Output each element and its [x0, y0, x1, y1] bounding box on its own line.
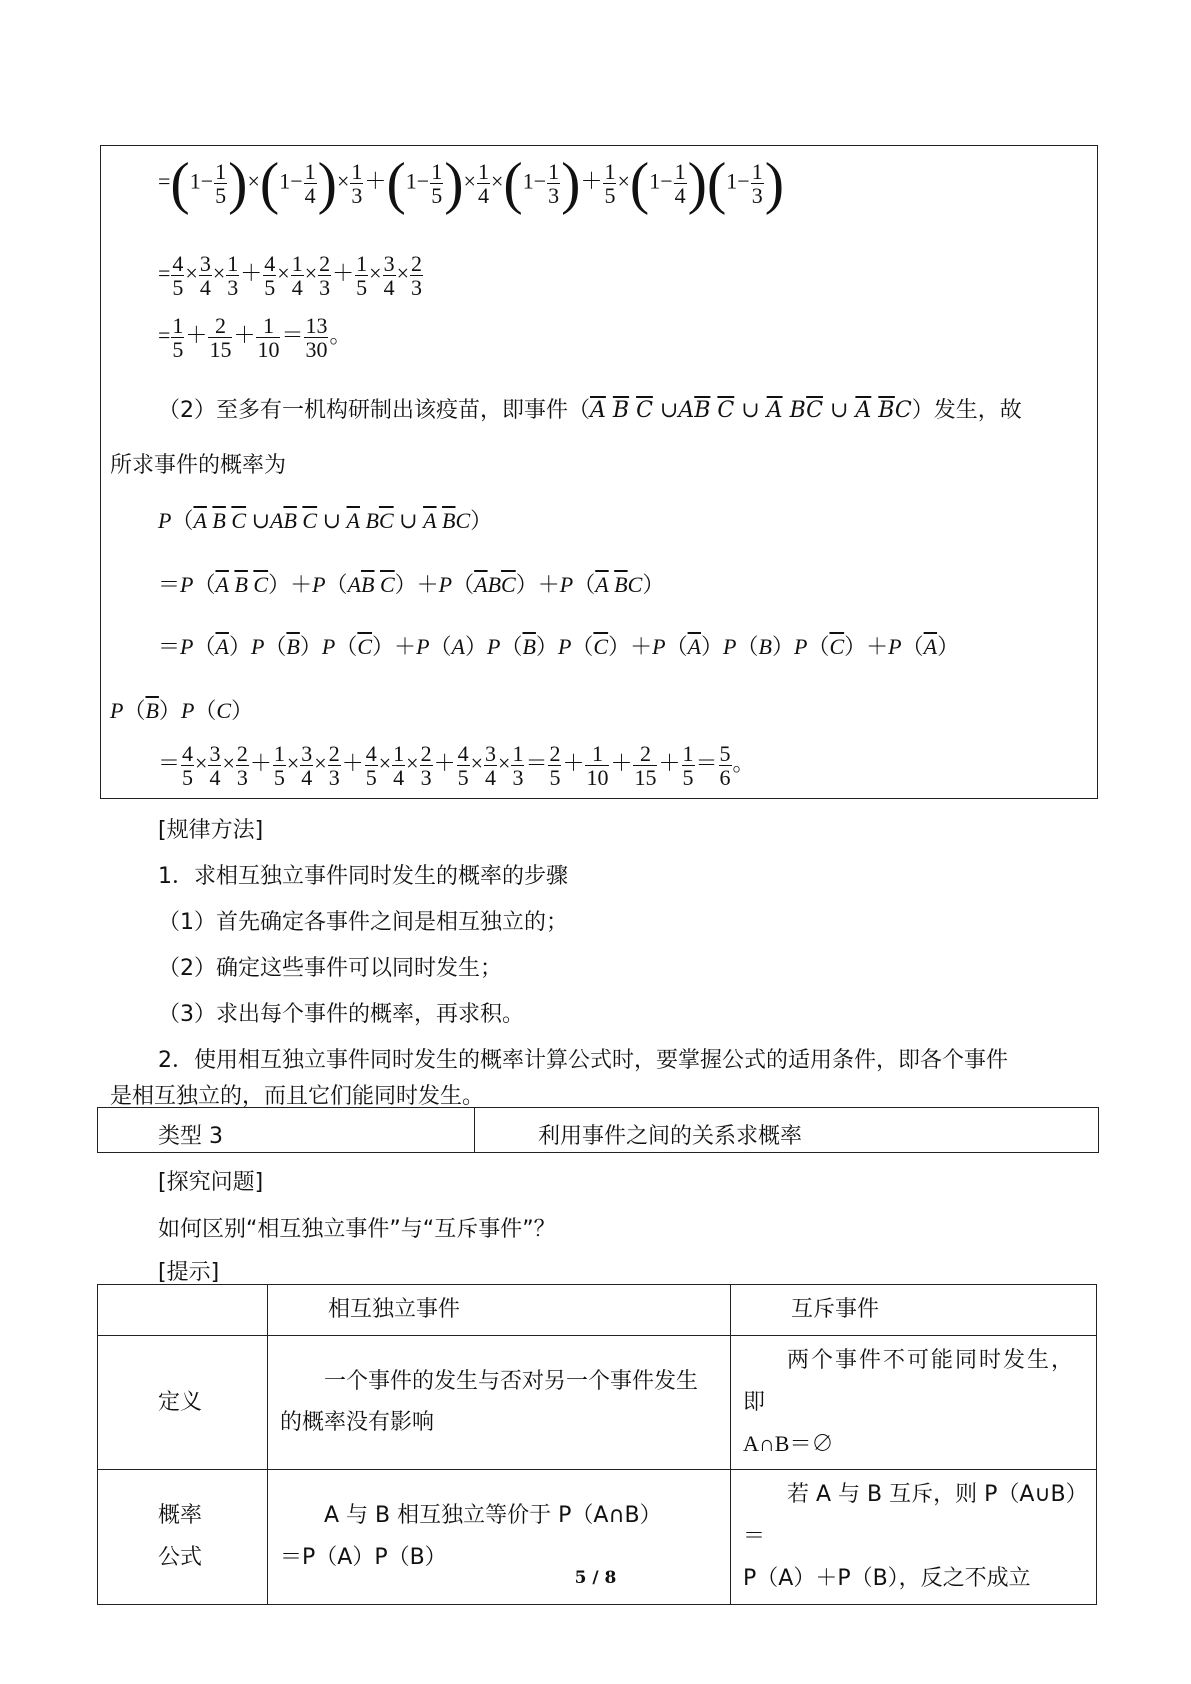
- probability-product: $=P(\overline{A})P(\overline{B})P(\overline{C})+P(A)P(\overline{B})P(\overline{C})+P(\overline{A})P(B)P(\overline{C})+P(\overline{A})$: [158, 634, 960, 659]
- part2-statement: （2）至多有一机构研制出该疫苗，即事件（$\overline{A}$ $\overline{B}$ $\overline{C}$ $\cup A\overline{B}$ $\overline{C}$ ∪ $\overline{A}$ $B\overline{C}$ ∪ $\overline{A}$ $\overline{B}C$）发生，故: [158, 398, 1022, 423]
- table-row: [98, 1285, 1097, 1336]
- row-label-definition: 定义: [98, 1335, 268, 1469]
- explore-hint: [提示]: [158, 1260, 220, 1285]
- equation-line-1: =(1− $\frac{1}{5}$ )×(1− $\frac{1}{4}$ )× $\frac{1}{3}$ ＋(1− $\frac{1}{5}$ )× $\frac{1}{4}$ ×(1− $\frac{1}{3}$ )＋ $\frac{1}{5}$ ×(1− $\frac{1}{4}$ )(1− $\frac{1}{3}$ ): [158, 150, 785, 216]
- method-item-1-1: （1）首先确定各事件之间是相互独立的；: [158, 910, 568, 935]
- table-header-mutex: 互斥事件: [731, 1285, 1097, 1336]
- page-number: 5 / 8: [574, 1568, 617, 1588]
- probability-product-cont: $P(\overline{B})P(C)$: [110, 698, 254, 723]
- definition-independent: 一个事件的发生与否对另一个事件发生的概率没有影响: [268, 1335, 731, 1469]
- method-item-1-3: （3）求出每个事件的概率，再求积。: [158, 1002, 524, 1027]
- type-bar: [97, 1107, 1099, 1153]
- probability-union: $P(\overline{A}$ $\overline{B}$ $\overline{C}$ $\cup A\overline{B}$ $\overline{C}$ ∪ $\overline{A}$ $B\overline{C}$ ∪ $\overline{A}$ $\overline{B}C$）: [158, 508, 493, 533]
- definition-mutex: 两个事件不可能同时发生，即 A∩B＝∅: [731, 1335, 1097, 1469]
- type-label: 类型 3: [158, 1124, 223, 1149]
- table-row: [98, 1335, 1097, 1469]
- method-item-1: 1．求相互独立事件同时发生的概率的步骤: [158, 864, 568, 889]
- probability-sum: $=P(\overline{A}$ $\overline{B}$ $\overline{C})+P(A\overline{B}$ $\overline{C})+P(\overline{A}B\overline{C})+P(\overline{A}$ $\overline{B}C$）: [158, 572, 665, 597]
- method-item-1-2: （2）确定这些事件可以同时发生；: [158, 956, 502, 981]
- equation-line-2: = $\frac{4}{5}$ × $\frac{3}{4}$ × $\frac{1}{3}$ ＋ $\frac{4}{5}$ × $\frac{1}{4}$ × $\frac{2}{3}$ ＋ $\frac{1}{5}$ × $\frac{3}{4}$ × $\frac{2}{3}$: [158, 251, 422, 301]
- comparison-table: [97, 1284, 1097, 1605]
- explore-question: 如何区别“相互独立事件”与“互斥事件”？: [158, 1217, 556, 1242]
- type-title: 利用事件之间的关系求概率: [538, 1124, 803, 1149]
- method-item-2-cont: 是相互独立的，而且它们能同时发生。: [110, 1084, 485, 1109]
- formula-independent: A 与 B 相互独立等价于 P（A∩B） ＝P（A）P（B）: [268, 1470, 731, 1604]
- row-label-formula: 概率 公式: [98, 1470, 268, 1604]
- equation-line-3: = $\frac{1}{5}$ ＋ $\frac{2}{15}$ ＋ $\frac{1}{10}$ ＝ $\frac{13}{30}$ 。: [158, 313, 352, 363]
- explore-heading: [探究问题]: [158, 1170, 264, 1195]
- table-header-empty: [98, 1285, 268, 1336]
- table-header-independent: 相互独立事件: [268, 1285, 731, 1336]
- formula-mutex: 若 A 与 B 互斥，则 P（A∪B）＝ P（A）＋P（B），反之不成立: [731, 1470, 1097, 1604]
- equation-final: ＝ $\frac{4}{5}$ × $\frac{3}{4}$ × $\frac{2}{3}$ ＋ $\frac{1}{5}$ × $\frac{3}{4}$ × $\frac{2}{3}$ ＋ $\frac{4}{5}$ × $\frac{1}{4}$ × $\frac{2}{3}$ ＋ $\frac{4}{5}$ × $\frac{3}{4}$ × $\frac{1}{3}$ ＝ $\frac{2}{5}$ ＋ $\frac{1}{10}$ ＋ $\frac{2}{15}$ ＋ $\frac{1}{5}$ ＝ $\frac{5}{6}$ 。: [158, 741, 755, 791]
- method-item-2: 2．使用相互独立事件同时发生的概率计算公式时，要掌握公式的适用条件，即各个事件: [158, 1048, 1008, 1073]
- method-heading: [规律方法]: [158, 818, 264, 843]
- part2-statement-cont: 所求事件的概率为: [110, 453, 287, 478]
